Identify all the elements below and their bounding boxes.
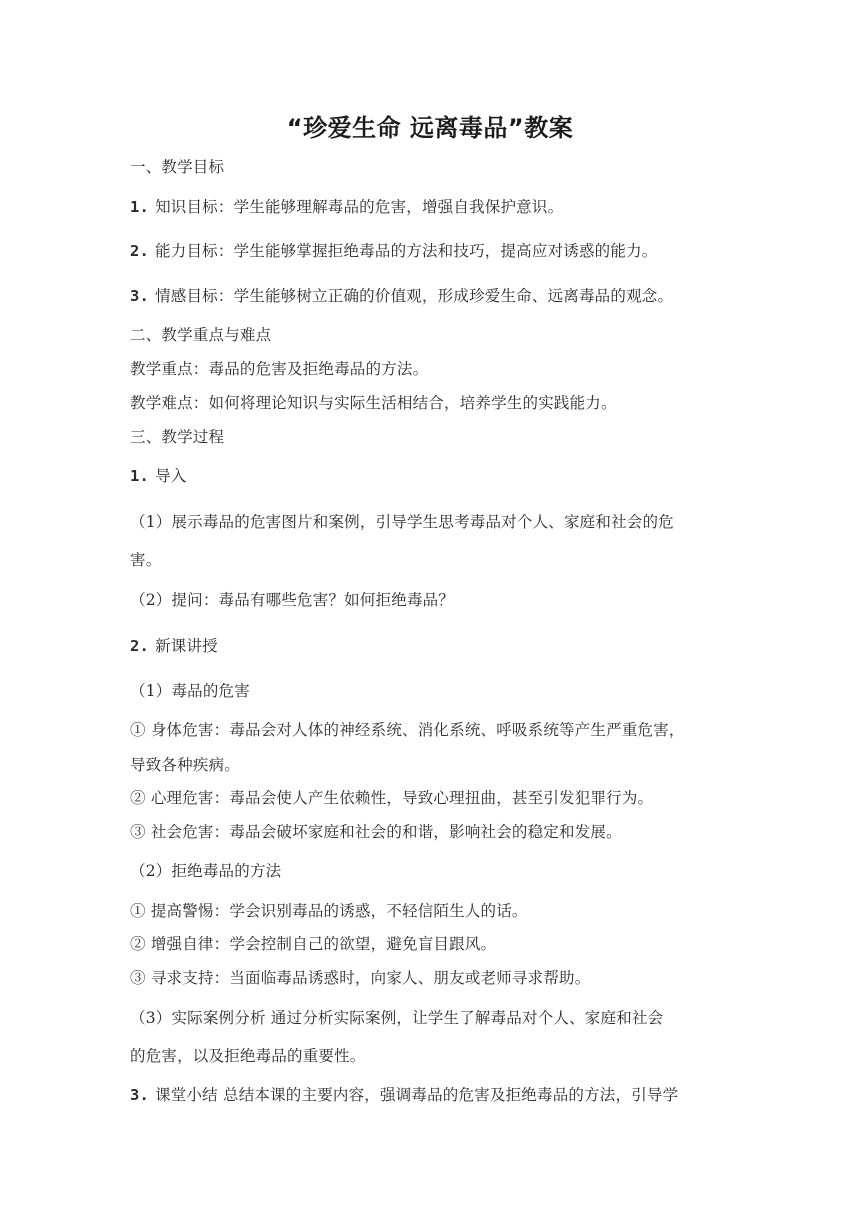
step-number: 1. — [130, 467, 150, 485]
goal-text: 能力目标：学生能够掌握拒绝毒品的方法和技巧，提高应对诱惑的能力。 — [155, 242, 658, 260]
step-label: 新课讲授 — [155, 637, 218, 655]
section-heading-goals: 一、教学目标 — [130, 158, 225, 176]
goal-item-knowledge — [130, 197, 740, 217]
difficulty-text: 教学难点：如何将理论知识与实际生活相结合，培养学生的实践能力。 — [130, 394, 617, 412]
harm-item-social: ③ 社会危害：毒品会破坏家庭和社会的和谐，影响社会的稳定和发展。 — [130, 823, 622, 841]
case-analysis-line-2: 的危害，以及拒绝毒品的重要性。 — [130, 1047, 366, 1065]
step-label: 导入 — [155, 467, 187, 485]
goal-item-emotion — [130, 286, 740, 306]
harm-item-psychological: ② 心理危害：毒品会使人产生依赖性，导致心理扭曲，甚至引发犯罪行为。 — [130, 789, 654, 807]
refuse-item-support: ③ 寻求支持：当面临毒品诱惑时，向家人、朋友或老师寻求帮助。 — [130, 969, 591, 987]
step-summary — [130, 1085, 740, 1105]
step-intro-heading — [130, 466, 740, 486]
goal-number: 1. — [130, 198, 150, 216]
harm-subheading: （1）毒品的危害 — [130, 682, 250, 700]
refuse-subheading: （2）拒绝毒品的方法 — [130, 862, 282, 880]
step-number: 3. — [130, 1086, 150, 1104]
section-heading-process: 三、教学过程 — [130, 428, 225, 446]
goal-text: 知识目标：学生能够理解毒品的危害，增强自我保护意识。 — [155, 198, 564, 216]
refuse-item-selfdiscipline: ② 增强自律：学会控制自己的欲望，避免盲目跟风。 — [130, 935, 497, 953]
goal-number: 3. — [130, 287, 150, 305]
key-point-text: 教学重点：毒品的危害及拒绝毒品的方法。 — [130, 360, 429, 378]
harm-item-physical-line-2: 导致各种疾病。 — [130, 756, 240, 774]
refuse-item-alert: ① 提高警惕：学会识别毒品的诱惑，不轻信陌生人的话。 — [130, 902, 528, 920]
step-new-lesson-heading — [130, 636, 740, 656]
summary-text: 课堂小结 总结本课的主要内容，强调毒品的危害及拒绝毒品的方法，引导学 — [155, 1086, 679, 1104]
goal-text: 情感目标：学生能够树立正确的价值观，形成珍爱生命、远离毒品的观念。 — [155, 287, 674, 305]
section-heading-key-points: 二、教学重点与难点 — [130, 326, 272, 344]
case-analysis-line-1: （3）实际案例分析 通过分析实际案例，让学生了解毒品对个人、家庭和社会 — [130, 1009, 664, 1027]
intro-item-2: （2）提问：毒品有哪些危害？如何拒绝毒品？ — [130, 591, 455, 609]
goal-number: 2. — [130, 242, 150, 260]
intro-item-1-line-1: （1）展示毒品的危害图片和案例，引导学生思考毒品对个人、家庭和社会的危 — [130, 513, 674, 531]
step-number: 2. — [130, 637, 150, 655]
document-title: “珍爱生命 远离毒品”教案 — [286, 114, 574, 142]
harm-item-physical-line-1: ① 身体危害：毒品会对人体的神经系统、消化系统、呼吸系统等产生严重危害， — [130, 721, 685, 739]
intro-item-1-line-2: 害。 — [130, 551, 162, 569]
goal-item-ability — [130, 241, 740, 261]
